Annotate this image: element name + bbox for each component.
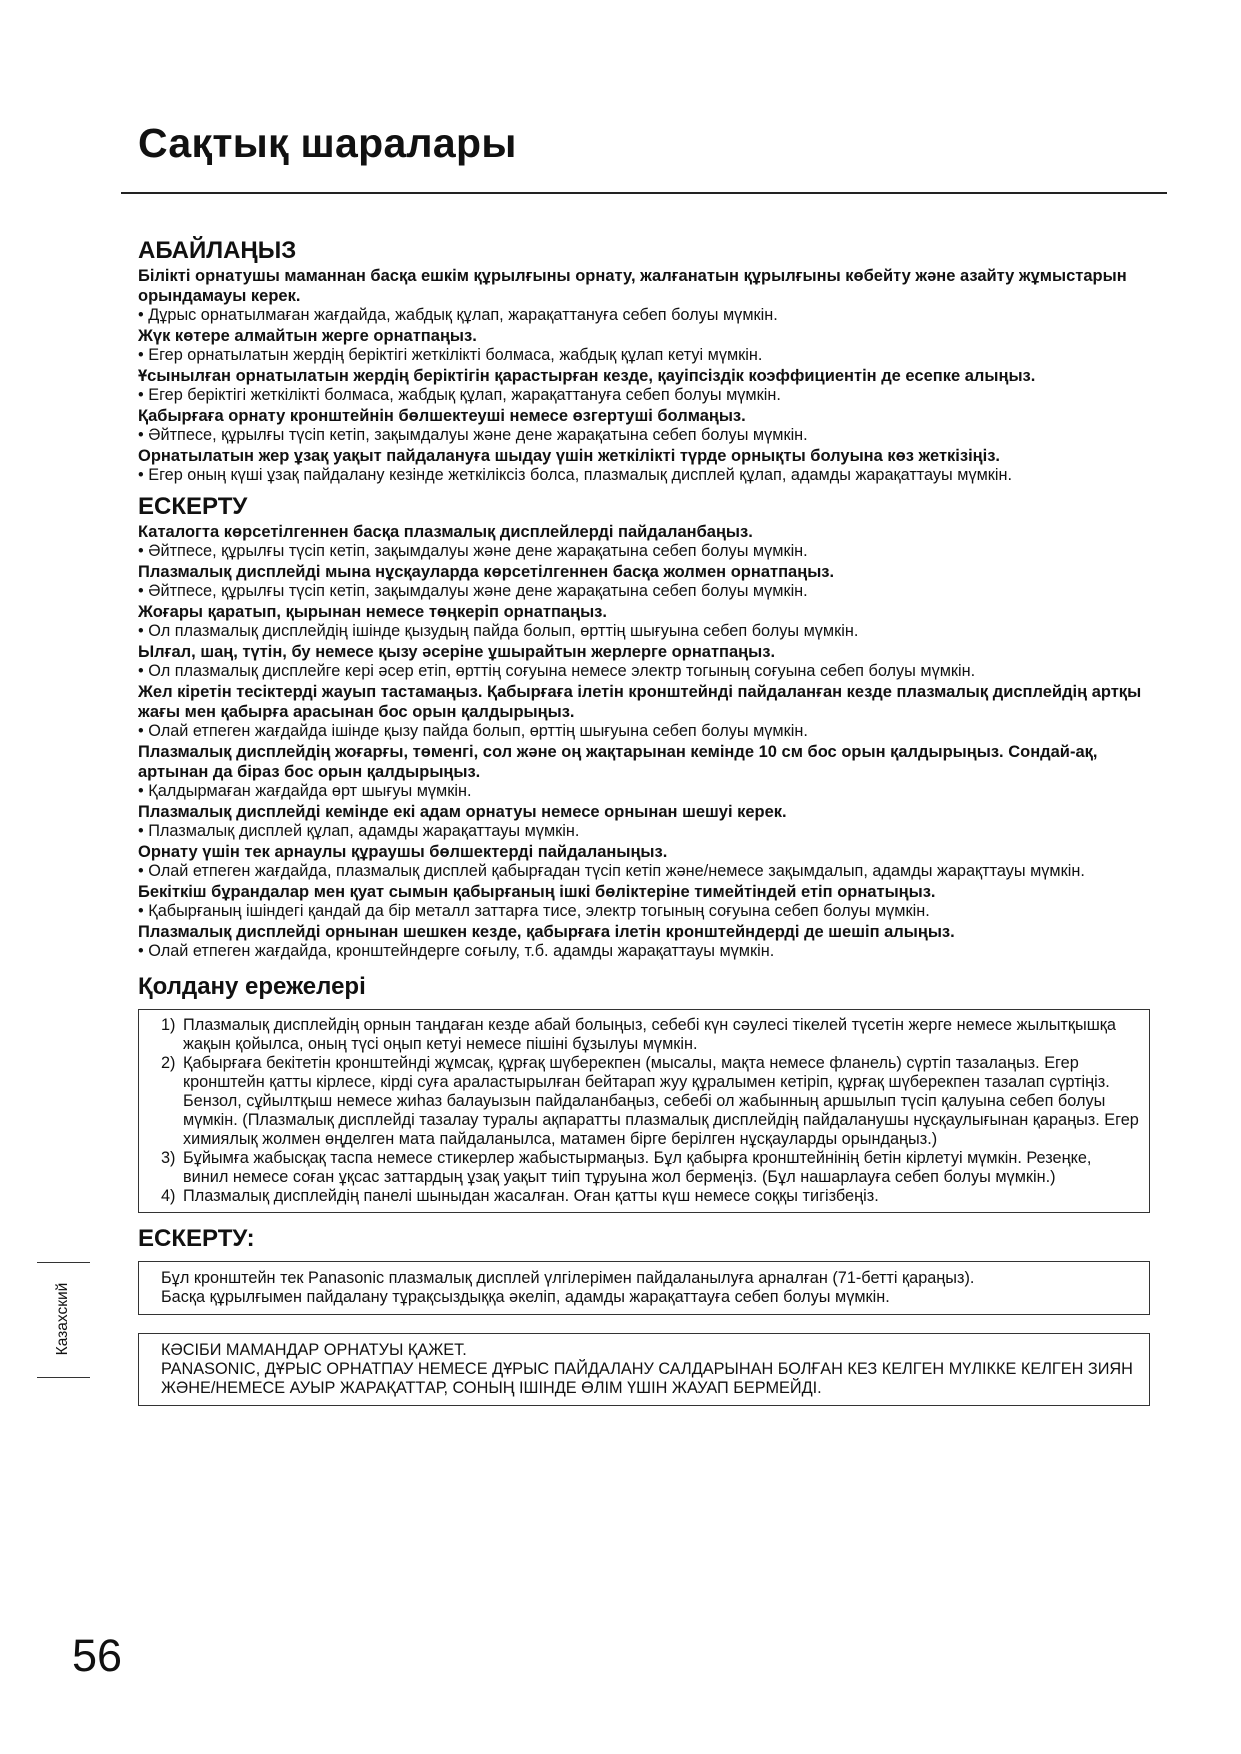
warning-bold: Жоғары қаратып, қырынан немесе төңкеріп орнатпаңыз. bbox=[138, 603, 607, 621]
language-label-text: Казахский bbox=[54, 1282, 71, 1356]
rule-text: Плазмалық дисплейдің панелі шыныдан жасалған. Оған қатты күш немесе соққы тигізбеңіз. bbox=[183, 1187, 879, 1205]
warning-bold: Плазмалық дисплейді кемінде екі адам орнатуы немесе орнынан шешуі керек. bbox=[138, 803, 787, 821]
language-label bbox=[51, 1278, 75, 1368]
professional-line: КӘСІБИ МАМАНДАР ОРНАТУЫ ҚАЖЕТ. bbox=[161, 1341, 467, 1359]
warning-list bbox=[138, 522, 1148, 961]
page-title: Сақтық шаралары bbox=[138, 120, 517, 166]
rule-number: 3) bbox=[161, 1149, 176, 1167]
warning-note: • Әйтпесе, құрылғы түсіп кетіп, зақымдалуы және дене жарақатына себеп болуы мүмкін. bbox=[138, 542, 808, 560]
warning-note: • Плазмалық дисплей құлап, адамды жарақаттауы мүмкін. bbox=[138, 822, 580, 840]
caution-note: • Әйтпесе, құрылғы түсіп кетіп, зақымдалуы және дене жарақатына себеп болуы мүмкін. bbox=[138, 426, 808, 444]
warning-bold: Бекіткіш бұрандалар мен қуат сымын қабырғаның ішкі бөліктеріне тимейтіндей етіп орнатыңыз. bbox=[138, 883, 936, 901]
professional-install-box bbox=[138, 1333, 1150, 1406]
rule-item bbox=[161, 1187, 1139, 1206]
usage-rules-box bbox=[138, 1009, 1150, 1213]
page-number: 56 bbox=[72, 1630, 123, 1681]
caution-note: • Егер беріктігі жеткілікті болмаса, жабдық құлап, жарақаттануға себеп болуы мүмкін. bbox=[138, 386, 781, 404]
rule-number: 2) bbox=[161, 1054, 176, 1072]
warning-note: • Әйтпесе, құрылғы түсіп кетіп, зақымдалуы және дене жарақатына себеп болуы мүмкін. bbox=[138, 582, 808, 600]
warning-bold: Плазмалық дисплейдің жоғарғы, төменгі, сол және оң жақтарынан кемінде 10 см бос орын қалдырыңыз. Сондай-ақ, артынан да біраз бос орын қалдырыңыз. bbox=[138, 743, 1098, 781]
caution-list bbox=[138, 266, 1148, 485]
warning-note: • Қалдырмаған жағдайда өрт шығуы мүмкін. bbox=[138, 782, 472, 800]
rule-item bbox=[161, 1149, 1139, 1187]
warning-bold: Каталогта көрсетілгеннен басқа плазмалық дисплейлерді пайдаланбаңыз. bbox=[138, 523, 753, 541]
note-box bbox=[138, 1261, 1150, 1315]
main-content bbox=[138, 236, 1148, 1406]
caution-bold: Жүк көтере алмайтын жерге орнатпаңыз. bbox=[138, 327, 477, 345]
caution-note: • Дұрыс орнатылмаған жағдайда, жабдық құлап, жарақаттануға себеп болуы мүмкін. bbox=[138, 306, 778, 324]
warning-note: • Қабырғаның ішіндегі қандай да бір металл заттарға тисе, электр тогының соғуына себеп болуы мүмкін. bbox=[138, 902, 930, 920]
rule-item bbox=[161, 1054, 1139, 1149]
caution-heading: АБАЙЛАҢЫЗ bbox=[138, 237, 297, 264]
rule-number: 4) bbox=[161, 1187, 176, 1205]
warning-bold: Жел кіретін тесіктерді жауып тастамаңыз. Қабырғаға ілетін кронштейнді пайдаланған кезде плазмалық дисплейдің артқы жағы мен қабырға арасынан бос орын қалдырыңыз. bbox=[138, 683, 1142, 721]
caution-note: • Егер оның күші ұзақ пайдалану кезінде жеткіліксіз болса, плазмалық дисплей құлап, адамды жарақаттауы мүмкін. bbox=[138, 466, 1013, 484]
rule-text: Бұйымға жабысқақ таспа немесе стикерлер жабыстырмаңыз. Бұл қабырға кронштейнінің бетін кірлетуі мүмкін. Резеңке, винил немесе соған ұқсас заттардың ұзақ уақыт тиіп тұруына жол бермеңіз. (Бұл нашарлауға себеп болуы мүмкін.) bbox=[183, 1149, 1092, 1186]
usage-rules-heading: Қолдану ережелері bbox=[138, 973, 366, 1000]
warning-heading: ЕСКЕРТУ bbox=[138, 493, 248, 520]
note-line: Бұл кронштейн тек Panasonic плазмалық дисплей үлгілерімен пайдаланылуға арналған (71-бетті қараңыз). bbox=[161, 1269, 975, 1287]
caution-bold: Орнатылатын жер ұзақ уақыт пайдалануға шыдау үшін жеткілікті түрде орнықты болуына көз жеткізіңіз. bbox=[138, 447, 1000, 465]
title-divider bbox=[121, 192, 1167, 194]
warning-bold: Орнату үшін тек арнаулы құраушы бөлшектерді пайдаланыңыз. bbox=[138, 843, 668, 861]
caution-bold: Қабырғаға орнату кронштейнін бөлшектеуші немесе өзгертуші болмаңыз. bbox=[138, 407, 746, 425]
warning-note: • Олай етпеген жағдайда, кронштейндерге соғылу, т.б. адамды жарақаттауы мүмкін. bbox=[138, 942, 775, 960]
note-heading: ЕСКЕРТУ: bbox=[138, 1225, 255, 1252]
warning-note: • Олай етпеген жағдайда, плазмалық дисплей қабырғадан түсіп кетіп және/немесе зақымдалып, адамды жарақттауы мүмкін. bbox=[138, 862, 1085, 880]
note-line: Басқа құрылғымен пайдалану тұрақсыздыққа әкеліп, адамды жарақаттауға себеп болуы мүмкін. bbox=[161, 1288, 890, 1306]
rule-number: 1) bbox=[161, 1016, 176, 1034]
warning-note: • Ол плазмалық дисплейге кері әсер етіп, өрттің соғуына немесе электр тогының соғуына себеп болуы мүмкін. bbox=[138, 662, 976, 680]
caution-bold: Білікті орнатушы маманнан басқа ешкім құрылғыны орнату, жалғанатын құрылғыны көбейту және азайту жұмыстарын орындамауы керек. bbox=[138, 267, 1127, 305]
warning-bold: Ылғал, шаң, түтін, бу немесе қызу әсеріне ұшырайтын жерлерге орнатпаңыз. bbox=[138, 643, 776, 661]
rule-text: Плазмалық дисплейдің орнын таңдаған кезде абай болыңыз, себебі күн сәулесі тікелей түсетін жерге немесе жылытқышқа жақын қойылса, оның түсі оңып кетуі немесе пішіні бұзылуы мүмкін. bbox=[183, 1016, 1116, 1053]
rule-item bbox=[161, 1016, 1139, 1054]
professional-line: PANASONIC, ДҰРЫС ОРНАТПАУ НЕМЕСЕ ДҰРЫС ПАЙДАЛАНУ САЛДАРЫНАН БОЛҒАН КЕЗ КЕЛГЕН МҮЛІККЕ КЕЛГЕН ЗИЯН ЖӘНЕ/НЕМЕСЕ АУЫР ЖАРАҚАТТАР, СОНЫҢ ІШІНДЕ ӨЛІМ ҮШІН ЖАУАП БЕРМЕЙДІ. bbox=[161, 1360, 1133, 1397]
rule-text: Қабырғаға бекітетін кронштейнді жұмсақ, құрғақ шүберекпен (мысалы, мақта немесе фланель) сүртіп тазалаңыз. Егер кронштейн қатты кірлесе, кірді суға араластырылған бейтарап жуу құралымен кетіріп, құрғақ шүберекпен тазалап сүртіңіз. Бензол, сұйылтқыш немесе жиһаз балауызын пайдаланбаңыз, себебі ол жабынның аршылып түсіп қалуына себеп болуы мүмкін. (Плазмалық дисплейді тазалау туралы ақпаратты плазмалық дисплейдің пайдаланушы нұсқаулығынан қараңыз. Егер химиялық жолмен өңделген мата пайдаланылса, матамен бірге берілген нұсқауларды орындаңыз.) bbox=[183, 1054, 1139, 1148]
warning-bold: Плазмалық дисплейді мына нұсқауларда көрсетілгеннен басқа жолмен орнатпаңыз. bbox=[138, 563, 835, 581]
warning-note: • Олай етпеген жағдайда ішінде қызу пайда болып, өрттің шығуына себеп болуы мүмкін. bbox=[138, 722, 808, 740]
caution-bold: Ұсынылған орнатылатын жердің беріктігін қарастырған кезде, қауіпсіздік коэффициентін де есепке алыңыз. bbox=[138, 367, 1036, 385]
warning-note: • Ол плазмалық дисплейдің ішінде қызудың пайда болып, өрттің шығуына себеп болуы мүмкін. bbox=[138, 622, 859, 640]
warning-bold: Плазмалық дисплейді орнынан шешкен кезде, қабырғаға ілетін кронштейндерді де шешіп алыңыз. bbox=[138, 923, 955, 941]
caution-note: • Егер орнатылатын жердің беріктігі жеткілікті болмаса, жабдық құлап кетуі мүмкін. bbox=[138, 346, 763, 364]
